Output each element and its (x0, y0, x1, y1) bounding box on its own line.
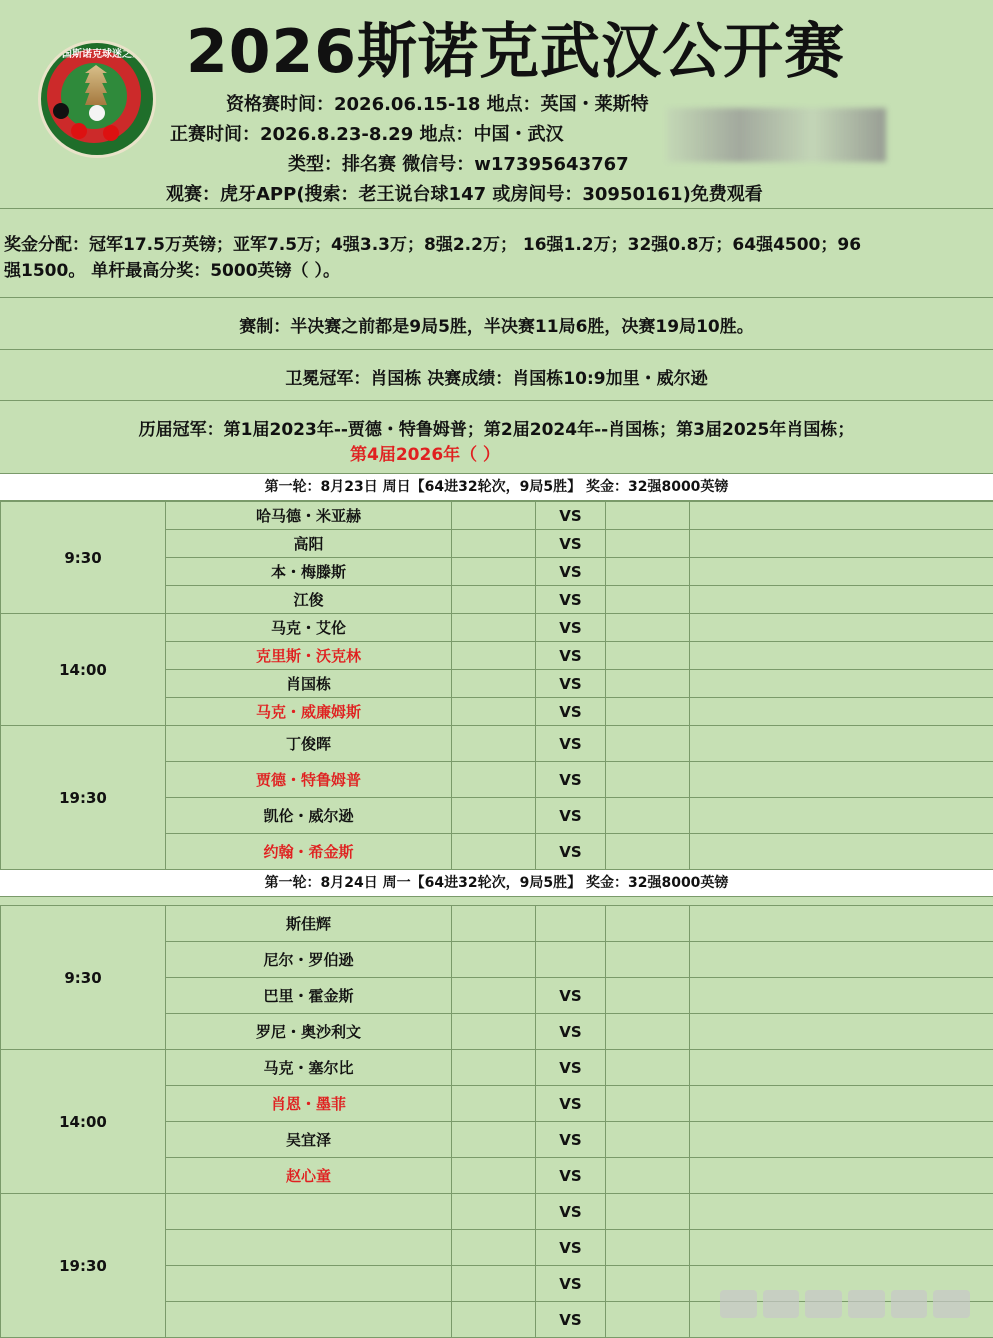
spacer-cell (606, 1230, 690, 1266)
spacer-cell (606, 698, 690, 726)
vs-label: VS (536, 1122, 606, 1158)
defending-text: 卫冕冠军：肖国栋 决赛成绩：肖国栋10:9加里・威尔逊 (0, 364, 993, 389)
score2-cell (690, 1230, 993, 1266)
spacer-cell (606, 978, 690, 1014)
score2-cell (690, 586, 993, 614)
player1-name (166, 1194, 452, 1230)
player1-name: 巴里・霍金斯 (166, 978, 452, 1014)
score1-cell (452, 906, 536, 942)
spacer-cell (606, 798, 690, 834)
day2-round-header: 第一轮：8月24日 周一【64进32轮次，9局5胜】 奖金：32强8000英镑 (0, 869, 993, 897)
vs-label: VS (536, 502, 606, 530)
player1-name: 吴宜泽 (166, 1122, 452, 1158)
score2-cell (690, 1086, 993, 1122)
history-band (0, 401, 993, 472)
score1-cell (452, 670, 536, 698)
vs-label: VS (536, 726, 606, 762)
player1-name: 马克・艾伦 (166, 614, 452, 642)
qualifier-info: 资格赛时间：2026.06.15-18 地点：英国・莱斯特 (226, 93, 649, 117)
player1-name: 肖恩・墨菲 (166, 1086, 452, 1122)
day1-schedule-table (0, 501, 993, 870)
spacer-cell (606, 558, 690, 586)
player1-name: 高阳 (166, 530, 452, 558)
spacer-cell (606, 1122, 690, 1158)
spacer-cell (606, 670, 690, 698)
spacer-cell (606, 906, 690, 942)
vs-label: VS (536, 1050, 606, 1086)
session-time: 14:00 (1, 1050, 166, 1194)
table-row (1, 726, 993, 762)
spacer-cell (606, 1050, 690, 1086)
score2-cell (690, 978, 993, 1014)
spacer-cell (606, 1014, 690, 1050)
score2-cell (690, 726, 993, 762)
score1-cell (452, 762, 536, 798)
vs-label: VS (536, 558, 606, 586)
score1-cell (452, 502, 536, 530)
score2-cell (690, 502, 993, 530)
score2-cell (690, 670, 993, 698)
player1-name: 肖国栋 (166, 670, 452, 698)
watch-info: 观赛：虎牙APP(搜索：老王说台球147 或房间号：30950161)免费观看 (166, 183, 763, 207)
score2-cell (690, 1122, 993, 1158)
player1-name: 罗尼・奥沙利文 (166, 1014, 452, 1050)
score1-cell (452, 834, 536, 870)
logo (38, 40, 156, 158)
snooker-ball-icon (103, 125, 119, 141)
session-time: 19:30 (1, 1194, 166, 1338)
player1-name: 哈马德・米亚赫 (166, 502, 452, 530)
vs-label: VS (536, 670, 606, 698)
vs-label: VS (536, 1086, 606, 1122)
vs-label: VS (536, 1194, 606, 1230)
vs-label: VS (536, 1230, 606, 1266)
vs-label: VS (536, 978, 606, 1014)
player1-name: 约翰・希金斯 (166, 834, 452, 870)
spacer-cell (606, 1194, 690, 1230)
defending-band (0, 350, 993, 401)
blurred-region (666, 108, 886, 162)
session-time: 9:30 (1, 502, 166, 614)
header (0, 0, 993, 209)
player1-name (166, 1302, 452, 1338)
score1-cell (452, 1158, 536, 1194)
prize-line-2: 强1500。 单杆最高分奖：5000英镑（ ）。 (4, 256, 340, 281)
history-line-2: 第4届2026年（ ） (350, 440, 500, 465)
spacer-cell (606, 586, 690, 614)
player1-name: 马克・威廉姆斯 (166, 698, 452, 726)
player1-name: 斯佳辉 (166, 906, 452, 942)
session-time: 19:30 (1, 726, 166, 870)
score1-cell (452, 698, 536, 726)
history-line-1: 历届冠军：第1届2023年--贾德・特鲁姆普；第2届2024年--肖国栋；第3届2025年肖国栋； (0, 415, 993, 440)
vs-label: VS (536, 586, 606, 614)
score1-cell (452, 530, 536, 558)
player1-name: 贾德・特鲁姆普 (166, 762, 452, 798)
score1-cell (452, 1122, 536, 1158)
main-event-info: 正赛时间：2026.8.23-8.29 地点：中国・武汉 (170, 123, 564, 147)
vs-label: VS (536, 530, 606, 558)
spacer-cell (606, 726, 690, 762)
vs-label: VS (536, 762, 606, 798)
table-row (1, 906, 993, 942)
vs-label: VS (536, 1158, 606, 1194)
score2-cell (690, 942, 993, 978)
type-wechat-info: 类型：排名赛 微信号：w17395643767 (288, 153, 629, 177)
spacer-cell (606, 942, 690, 978)
vs-label (536, 942, 606, 978)
spacer-cell (606, 502, 690, 530)
prize-band (0, 209, 993, 298)
table-row (1, 614, 993, 642)
spacer-cell (606, 614, 690, 642)
vs-label: VS (536, 834, 606, 870)
score2-cell (690, 906, 993, 942)
spacer-cell (606, 1302, 690, 1338)
format-text: 赛制：半决赛之前都是9局5胜，半决赛11局6胜，决赛19局10胜。 (0, 312, 993, 337)
logo-text: 中国斯诺克球迷之家 (41, 45, 153, 60)
vs-label: VS (536, 698, 606, 726)
score1-cell (452, 726, 536, 762)
vs-label: VS (536, 798, 606, 834)
snooker-ball-icon (89, 105, 105, 121)
score2-cell (690, 614, 993, 642)
spacer-cell (606, 834, 690, 870)
score2-cell (690, 1050, 993, 1086)
score2-cell (690, 1158, 993, 1194)
score1-cell (452, 1302, 536, 1338)
player1-name (166, 1266, 452, 1302)
vs-label: VS (536, 1266, 606, 1302)
score1-cell (452, 1194, 536, 1230)
vs-label: VS (536, 1302, 606, 1338)
player1-name: 凯伦・威尔逊 (166, 798, 452, 834)
score2-cell (690, 1014, 993, 1050)
score1-cell (452, 1014, 536, 1050)
player1-name: 江俊 (166, 586, 452, 614)
score1-cell (452, 1086, 536, 1122)
score1-cell (452, 558, 536, 586)
score1-cell (452, 642, 536, 670)
score1-cell (452, 1266, 536, 1302)
spacer-cell (606, 1158, 690, 1194)
spacer-cell (606, 1266, 690, 1302)
score1-cell (452, 798, 536, 834)
snooker-ball-icon (71, 123, 87, 139)
score1-cell (452, 586, 536, 614)
spacer-cell (606, 530, 690, 558)
table-row (1, 1194, 993, 1230)
score2-cell (690, 530, 993, 558)
day2-schedule-table (0, 905, 993, 1338)
vs-label: VS (536, 614, 606, 642)
player1-name: 克里斯・沃克林 (166, 642, 452, 670)
prize-line-1: 奖金分配：冠军17.5万英镑；亚军7.5万；4强3.3万；8强2.2万； 16强1.2万；32强0.8万；64强4500；96 (4, 230, 861, 255)
score2-cell (690, 1194, 993, 1230)
player1-name: 本・梅滕斯 (166, 558, 452, 586)
score2-cell (690, 762, 993, 798)
vs-label (536, 906, 606, 942)
score2-cell (690, 698, 993, 726)
spacer-cell (606, 1086, 690, 1122)
vs-label: VS (536, 642, 606, 670)
page-title: 2026斯诺克武汉公开赛 (186, 12, 846, 92)
score2-cell (690, 558, 993, 586)
table-row (1, 1050, 993, 1086)
score2-cell (690, 834, 993, 870)
vs-label: VS (536, 1014, 606, 1050)
score2-cell (690, 798, 993, 834)
player1-name: 马克・塞尔比 (166, 1050, 452, 1086)
session-time: 9:30 (1, 906, 166, 1050)
watermark (720, 1290, 970, 1318)
player1-name (166, 1230, 452, 1266)
spacer-cell (606, 642, 690, 670)
player1-name: 丁俊晖 (166, 726, 452, 762)
table-row (1, 502, 993, 530)
score1-cell (452, 978, 536, 1014)
spacer-cell (606, 762, 690, 798)
day1-round-header: 第一轮：8月23日 周日【64进32轮次，9局5胜】 奖金：32强8000英镑 (0, 473, 993, 501)
player1-name: 赵心童 (166, 1158, 452, 1194)
score2-cell (690, 642, 993, 670)
score1-cell (452, 942, 536, 978)
session-time: 14:00 (1, 614, 166, 726)
score1-cell (452, 1230, 536, 1266)
player1-name: 尼尔・罗伯逊 (166, 942, 452, 978)
score1-cell (452, 1050, 536, 1086)
snooker-ball-icon (53, 103, 69, 119)
score1-cell (452, 614, 536, 642)
format-band (0, 298, 993, 350)
